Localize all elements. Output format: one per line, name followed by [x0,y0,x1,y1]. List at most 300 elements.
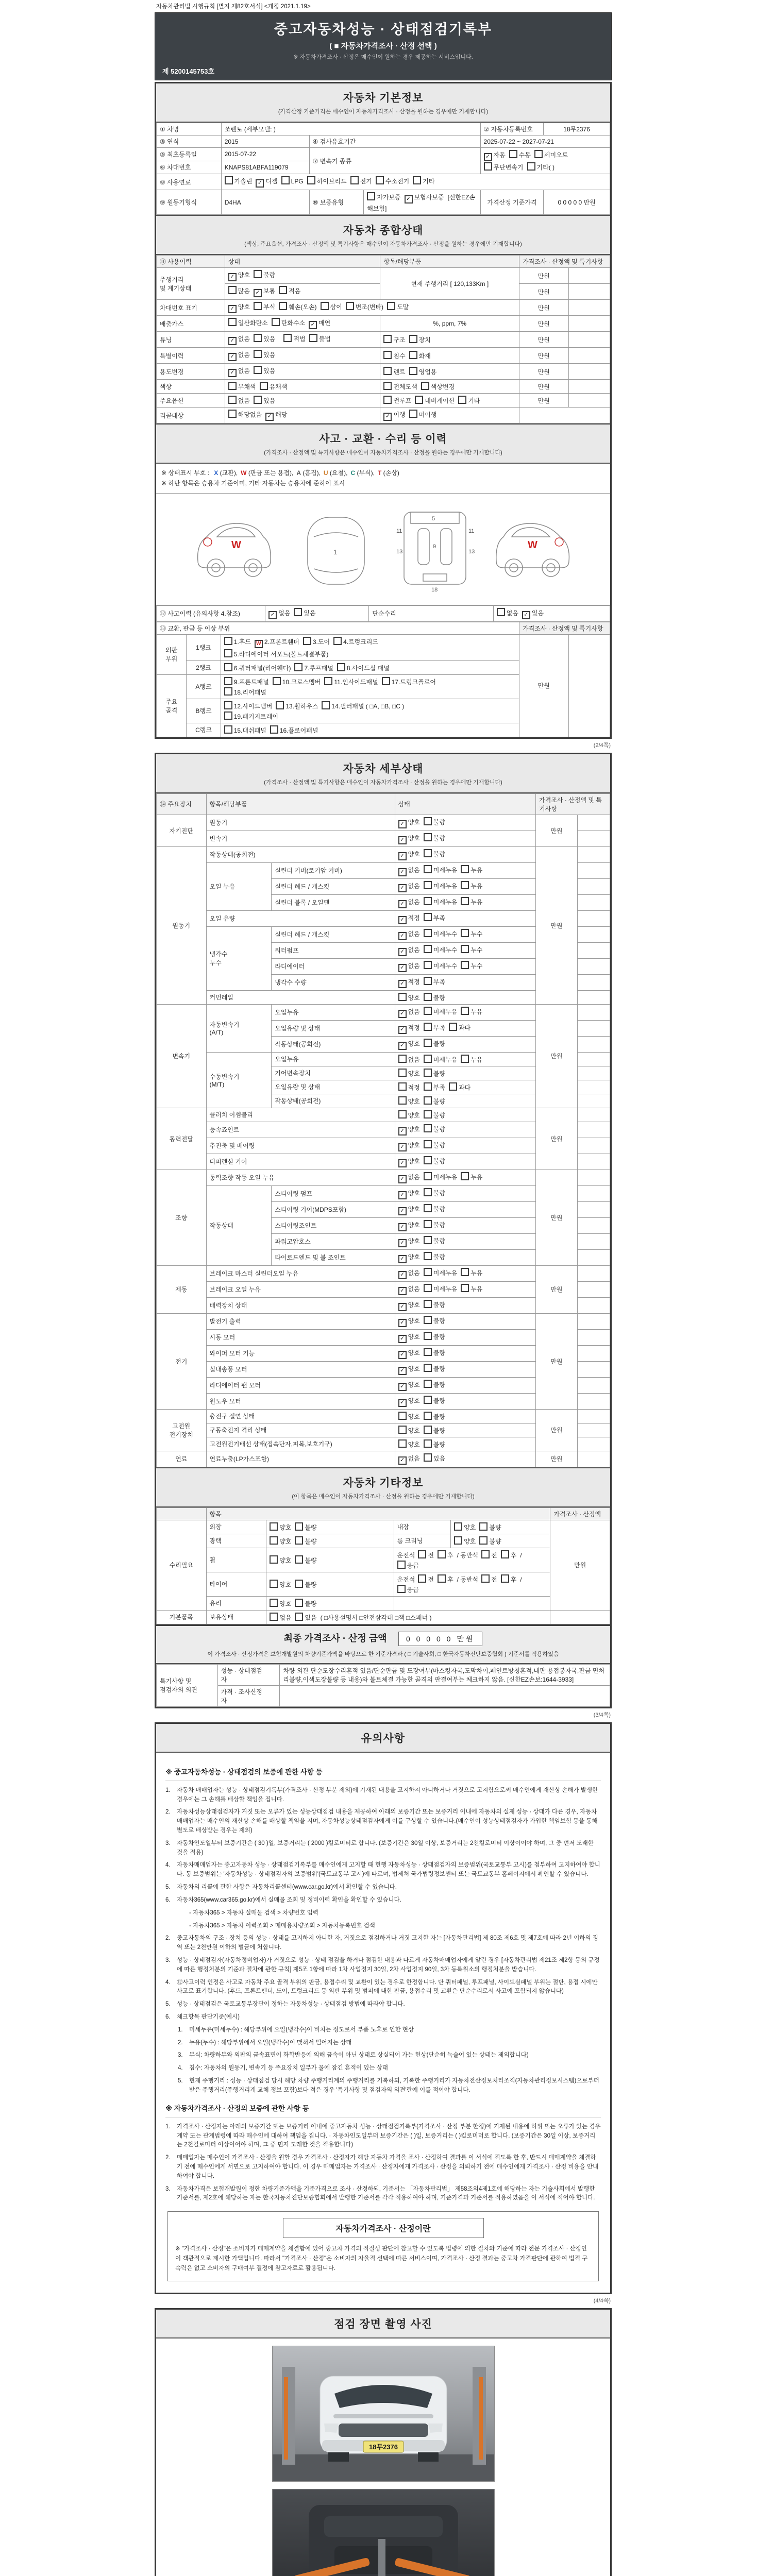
checkbox[interactable] [273,677,281,685]
table-cell: 고전원전기배선 상태(접속단자,피복,보호기구) [206,1437,395,1451]
checkbox[interactable] [438,1550,446,1558]
checkbox[interactable]: ✓ [228,353,237,361]
table-row [157,1610,610,1624]
table-cell: 타이어 [206,1572,266,1596]
checkbox[interactable] [421,382,429,390]
checkbox[interactable] [254,334,262,342]
checkbox[interactable]: ✓ [398,1127,407,1136]
table-cell: A랭크 [187,674,221,699]
checkbox[interactable] [382,677,390,685]
checkbox[interactable] [418,1574,426,1583]
checkbox-item [424,1268,457,1277]
checkbox[interactable] [461,897,469,905]
checkbox[interactable]: ✓ [398,900,407,908]
checkbox[interactable] [461,961,469,969]
checkbox-item [398,1300,420,1311]
table-cell: 실내송풍 모터 [206,1361,395,1377]
checkbox-label: 없음 [408,1173,420,1181]
checkbox-item [307,176,347,185]
table-cell [395,815,536,831]
notice-item-text: 자동차인도일부터 보증기간은 ( 30 )일, 보증거리는 ( 2000 )킬로미터로 합니다. (보증기간은 30일 이상, 보증거리는 2천킬로미터 이상이어야 하며, 그 중 먼저 도래한 것을 적용) [177,1840,594,1856]
checkbox[interactable] [398,1069,407,1077]
checkbox[interactable] [367,192,375,200]
checkbox[interactable] [270,1536,278,1545]
table-cell [568,300,610,316]
checkbox[interactable] [424,1236,432,1244]
checkbox[interactable] [424,993,432,1001]
checkbox[interactable]: ✓ [398,1335,407,1343]
checkbox[interactable] [481,1550,490,1558]
checkbox[interactable] [295,1599,303,1607]
checkbox[interactable] [424,897,432,905]
checkbox[interactable] [279,302,287,310]
table-cell: 디퍼렌셜 기어 [206,1154,395,1170]
checkbox[interactable] [225,176,233,184]
checkbox[interactable]: ✓ [405,195,413,204]
checkbox[interactable]: ✓ [398,932,407,940]
checkbox[interactable]: ✓ [398,1223,407,1231]
checkbox[interactable]: ✓ [398,948,407,956]
notice-item [165,1978,601,1997]
checkbox[interactable] [228,410,237,418]
table-cell: 스티어링 펌프 [272,1185,395,1201]
accident-parts-table [156,622,610,737]
checkbox-label: 자동 [493,151,506,159]
checkbox-label: 누유 [470,1008,483,1015]
checkbox[interactable] [270,1555,278,1564]
table-cell [577,1409,610,1423]
notice-item-number: 5. [165,2001,171,2008]
checkbox[interactable] [283,334,292,342]
checkbox[interactable] [337,663,345,671]
checkbox[interactable] [424,1268,432,1276]
checkbox[interactable] [424,1316,432,1324]
checkbox[interactable] [481,1574,490,1583]
checkbox-item [273,677,321,686]
checkbox[interactable] [424,833,432,841]
checkbox[interactable] [424,1220,432,1228]
checkbox[interactable]: ✓ [398,852,407,860]
checkbox[interactable] [228,382,237,390]
checkbox[interactable] [534,150,543,158]
checkbox[interactable] [424,1204,432,1212]
checkbox[interactable] [501,1574,509,1583]
notice-item [165,1956,601,1975]
checkbox-item [501,1574,517,1584]
checkbox[interactable] [424,1055,432,1063]
checkbox[interactable] [409,410,417,418]
checkbox[interactable] [424,977,432,985]
checkbox[interactable] [424,961,432,969]
status-code-desc: (흠집), [301,469,321,477]
table-cell [577,1329,610,1345]
checkbox[interactable] [224,663,232,671]
checkbox[interactable] [424,1439,432,1448]
checkbox[interactable] [449,1023,457,1031]
checkbox-label: 17.트렁크플로어 [391,678,436,686]
checkbox[interactable] [398,1426,407,1434]
checkbox[interactable]: ✓ [398,1303,407,1311]
checkbox[interactable] [424,1140,432,1148]
checkbox-label: 누유 [470,1269,483,1277]
checkbox-item [424,881,457,890]
checkbox-item [382,677,436,686]
checkbox[interactable]: ✓ [522,611,530,619]
checkbox[interactable] [449,1082,457,1091]
checkbox[interactable] [479,1536,488,1545]
checkbox[interactable]: ✓ [398,820,407,828]
checkbox[interactable] [397,1585,406,1593]
checkbox-label: 불량 [433,834,445,842]
checkbox[interactable] [461,945,469,953]
checkbox[interactable] [303,637,311,645]
checkbox[interactable]: ✓ [398,1143,407,1151]
checkbox[interactable]: ✓ [256,179,264,188]
checkbox[interactable] [497,608,505,616]
document-header [155,12,612,80]
table-cell [395,1281,536,1297]
table-cell [395,1297,536,1313]
checkbox[interactable] [424,929,432,937]
checkbox[interactable] [424,1380,432,1388]
checkbox[interactable] [424,865,432,873]
table-cell [380,394,519,408]
checkbox[interactable] [270,1580,278,1588]
checkbox[interactable]: ✓ [228,337,237,345]
checkbox[interactable] [324,677,332,685]
checkbox[interactable]: ✓ [484,153,492,161]
checkbox[interactable] [424,1252,432,1260]
checkbox-item [346,302,383,311]
checkbox-item [438,1574,453,1584]
checkbox[interactable] [224,711,232,720]
checkbox[interactable] [228,286,237,294]
checkbox[interactable] [424,1110,432,1118]
checkbox[interactable]: ✓ [398,1287,407,1295]
checkbox[interactable]: ✓ [398,964,407,972]
checkbox[interactable] [424,913,432,921]
checkbox[interactable]: ✓ [265,413,274,421]
checkbox-item [424,1300,445,1309]
checkbox[interactable] [224,687,232,696]
checkbox-item [424,929,457,938]
notice-item-text: 중고자동차의 구조 · 장치 등의 성능 · 상태를 고지하지 아니한 자, 거짓으로 점검하거나 거짓 고지한 자는 [자동차관리법] 제 80조 제6호 및 제7호에 따라 2년 이하의 징역 또는 2천만원 이하의 벌금에 처합니다. [177,1935,598,1951]
checkbox[interactable] [376,176,384,184]
checkbox[interactable]: ✓ [398,1399,407,1407]
checkbox[interactable] [270,1599,278,1607]
checkbox[interactable]: ✓ [398,1175,407,1183]
checkbox[interactable] [307,176,315,184]
checkbox[interactable] [424,1023,432,1031]
checkbox[interactable] [224,725,232,734]
table-cell: 실린더 헤드 / 개스킷 [272,926,395,942]
checkbox[interactable] [424,1039,432,1047]
checkbox-item [449,1082,470,1092]
checkbox[interactable] [333,637,342,645]
checkbox[interactable] [484,162,492,171]
checkbox[interactable]: ✓ [398,868,407,876]
checkbox-item [270,1555,291,1565]
detail-header [156,754,610,793]
checkbox[interactable] [424,945,432,953]
page-marker-4: (4/4쪽) [593,2298,611,2304]
notice-item-text: 자동차매매업자는 중고자동차 성능 · 상태점검기록부를 매수인에게 고지할 때 현행 자동차성능 · 상태점검자의 보증범위(국토교통부 고시)를 첨부하여 고지하여야 합니다. 동 보증범위는 '자동차성능 · 상태점검자의 보증범위'(국토교통부 고시)에 따르며, 법제처 국가법령정보센터 또는 국토교통부 홈페이지에서 확인할 수 있습니다. [177,1862,600,1878]
checkbox[interactable] [461,865,469,873]
checkbox[interactable] [409,335,417,343]
checkbox[interactable] [295,1536,303,1545]
checkbox[interactable] [461,881,469,889]
checkbox[interactable] [383,396,392,404]
checkbox[interactable]: ✓ [228,369,237,377]
checkbox-item [398,1236,420,1247]
checkbox[interactable] [424,817,432,825]
checkbox-label: 2.프론트휀더 [264,638,299,646]
checkbox[interactable] [424,1007,432,1015]
checkbox-item [398,1082,420,1092]
diagram-number-9: 9 [432,543,436,550]
opinions-table [156,1664,610,1707]
checkbox[interactable] [398,993,407,1001]
table-row [157,815,610,831]
checkbox[interactable]: ✓ [383,413,392,421]
checkbox-item [398,929,420,940]
checkbox[interactable]: ✓ [398,980,407,988]
checkbox-label: 불량 [433,1221,445,1229]
checkbox[interactable] [383,367,392,375]
checkbox-item [398,1364,420,1375]
checkbox[interactable] [415,396,423,404]
table-cell [395,1361,536,1377]
checkbox[interactable] [397,1561,406,1569]
checkbox-item [424,1188,445,1197]
checkbox[interactable]: ✓ [398,1367,407,1375]
checkbox-label: 미세누유 [433,1173,458,1181]
checkbox[interactable] [224,637,232,645]
checkbox[interactable] [454,1536,462,1545]
checkbox[interactable]: ✓ [228,305,237,313]
table-cell [394,1572,550,1596]
checkbox[interactable] [409,351,417,359]
checkbox[interactable] [254,350,262,358]
checkbox-label: 12.사이드멤버 [233,702,273,710]
checkbox[interactable]: ✓ [398,1383,407,1391]
checkbox[interactable]: ✓ [398,1271,407,1279]
table-cell [225,268,380,284]
checkbox[interactable]: ✓ [268,611,277,619]
checkbox[interactable] [461,929,469,937]
checkbox-label: 양호 [464,1537,476,1545]
checkbox[interactable] [398,1096,407,1105]
checkbox[interactable]: ✓ [254,289,262,297]
checkbox[interactable] [254,366,262,374]
checkbox[interactable] [270,725,278,734]
checkbox[interactable]: ✓ [398,1010,407,1018]
checkbox[interactable] [424,1284,432,1292]
checkbox[interactable] [350,176,359,184]
checkbox[interactable] [254,396,262,404]
checkbox[interactable] [461,1007,469,1015]
table-cell: 만원 [536,1004,577,1108]
checkbox[interactable]: ✓ [398,916,407,924]
table-cell: 작동상태(공회전) [272,1036,395,1052]
checkbox[interactable] [461,1284,469,1292]
checkbox[interactable]: ✓ [398,1255,407,1263]
checkbox-label: 없음 [408,1269,420,1277]
checkbox[interactable] [424,1124,432,1132]
checkbox[interactable] [270,1613,278,1621]
checkbox[interactable] [509,150,517,158]
checkbox-item [461,1055,482,1064]
final-price-band [156,1624,610,1664]
checkbox[interactable]: ✓ [398,836,407,844]
checkbox[interactable] [424,1364,432,1372]
checkbox[interactable] [454,1522,462,1531]
checkbox[interactable] [383,382,392,390]
table-row [157,1534,610,1548]
checkbox[interactable] [276,701,284,709]
checkbox[interactable] [424,1172,432,1180]
checkbox-label: 누수 [470,930,483,938]
checkbox-label: 18.리어패널 [233,688,266,696]
checkbox[interactable] [438,1574,446,1583]
checkbox[interactable] [309,334,317,342]
checkbox-item [398,1380,420,1391]
checkbox-label: 훼손(오손) [289,303,317,311]
checkbox[interactable] [409,367,417,375]
checkbox[interactable] [461,1268,469,1276]
checkbox[interactable] [224,677,232,685]
checkbox[interactable] [424,1453,432,1462]
checkbox[interactable] [418,1550,426,1558]
checkbox[interactable] [424,1300,432,1308]
checkbox[interactable] [398,1439,407,1448]
checkbox[interactable] [398,1055,407,1063]
checkbox[interactable] [383,335,392,343]
status-code-W: W [241,469,247,477]
checkbox[interactable] [398,1412,407,1420]
table-cell [221,174,610,190]
checkbox[interactable] [322,701,330,709]
checkbox[interactable] [294,608,302,616]
checkbox-label: 부식 [263,303,276,311]
checkbox[interactable] [254,302,262,310]
checkbox-label: 양호 [408,1365,420,1372]
checkbox[interactable] [424,1426,432,1434]
checkbox[interactable]: ✓ [398,1239,407,1247]
checkbox-label: 응급 [407,1586,419,1594]
checkbox-label: 세미오토 [544,151,568,159]
checkbox[interactable] [281,176,290,184]
checkbox[interactable]: ✓ [309,321,317,329]
checkbox[interactable] [461,1172,469,1180]
checkbox[interactable] [461,1055,469,1063]
checkbox[interactable] [260,382,268,390]
checkbox[interactable] [458,396,466,404]
table-cell: 냉각수 수량 [272,974,395,990]
checkbox[interactable] [295,1580,303,1588]
checkbox[interactable] [295,1555,303,1564]
check-group-text: / 동반석 [457,1551,479,1559]
checkbox[interactable] [501,1550,509,1558]
checkbox[interactable] [387,302,395,310]
table-cell: B랭크 [187,699,221,723]
checkbox-label: 부족 [433,1024,445,1031]
checkbox-label: 10.크로스멤버 [282,678,321,686]
checkbox[interactable] [424,1156,432,1164]
checkbox[interactable] [346,302,354,310]
checkbox[interactable] [272,318,280,326]
checkbox[interactable] [321,302,329,310]
checkbox-label: 응급 [407,1562,419,1569]
checkbox[interactable] [295,1522,303,1531]
checkbox-mark-W[interactable]: W [255,640,263,648]
checkbox-label: 전 [428,1575,434,1583]
checkbox[interactable] [424,1096,432,1105]
checkbox[interactable] [424,1332,432,1340]
diagram-number-5: 5 [431,515,435,522]
checkbox[interactable]: ✓ [398,1456,407,1465]
checkbox-item [398,897,420,908]
checkbox[interactable] [224,701,232,709]
checkbox[interactable]: ✓ [398,884,407,892]
checkbox[interactable] [424,1348,432,1356]
checkbox-item [424,1396,445,1405]
checkbox[interactable] [424,1412,432,1420]
checkbox[interactable] [424,1082,432,1091]
checkbox[interactable]: ✓ [398,1319,407,1327]
checkbox-item [398,834,420,844]
checkbox[interactable] [527,162,535,171]
checkbox-item [383,367,405,376]
check-group-text: [신한EZ손해보험] [367,194,476,212]
checkbox[interactable]: ✓ [398,1207,407,1215]
checkbox[interactable] [228,396,237,404]
checkbox[interactable] [398,1082,407,1091]
checkbox[interactable] [228,318,237,326]
checkbox-label: 양호 [279,1581,292,1588]
checkbox[interactable] [424,1069,432,1077]
checkbox[interactable] [270,1522,278,1531]
checkbox[interactable] [224,649,232,657]
checkbox[interactable] [254,270,262,278]
checkbox[interactable] [398,1110,407,1118]
table-cell [395,1233,536,1249]
checkbox[interactable] [295,1613,303,1621]
checkbox-label: 누수 [470,962,483,970]
checkbox[interactable] [383,351,392,359]
checkbox[interactable]: ✓ [398,1159,407,1167]
check-group-text: 운전석 [397,1551,415,1559]
table-cell: 항목/해당부품 [380,256,519,268]
checkbox[interactable] [479,1522,488,1531]
checkbox[interactable]: ✓ [398,1191,407,1199]
checkbox[interactable]: ✓ [228,273,237,281]
checkbox[interactable]: ✓ [398,1026,407,1034]
checkbox-item [398,1125,420,1136]
checkbox[interactable]: ✓ [398,1042,407,1050]
checkbox[interactable] [424,1396,432,1404]
checkbox[interactable]: ✓ [398,1351,407,1359]
table-row [157,1685,610,1706]
checkbox[interactable] [424,849,432,857]
car-diagram-svg [170,497,597,597]
table-row [157,622,610,634]
checkbox[interactable] [279,286,287,294]
checkbox[interactable] [424,881,432,889]
checkbox[interactable] [413,176,421,184]
checkbox[interactable] [294,663,303,671]
checkbox[interactable] [424,1188,432,1196]
